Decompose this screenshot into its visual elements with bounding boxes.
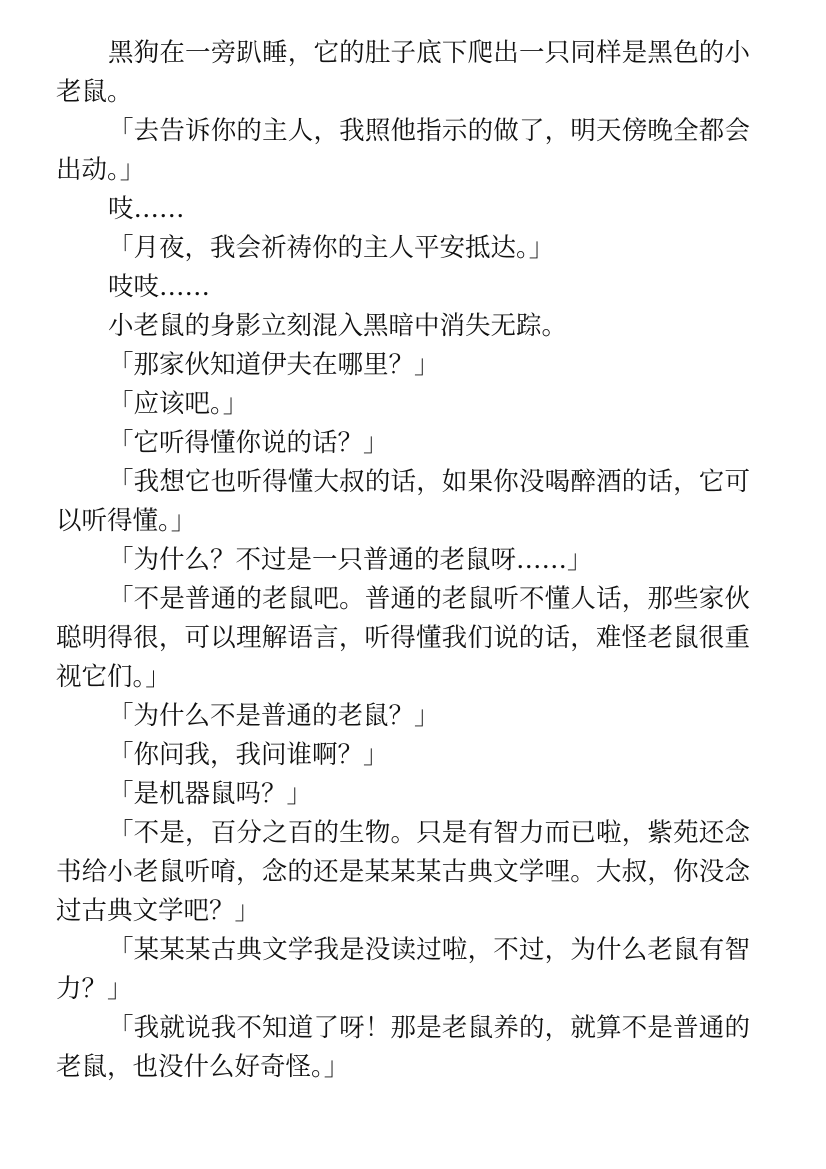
paragraph-15: 「是机器鼠吗？」 <box>108 779 313 809</box>
paragraph-2: 「去告诉你的主人，我照他指示的做了，明天傍晚全都会出动。」 <box>56 116 750 185</box>
paragraph-7: 「那家伙知道伊夫在哪里？」 <box>108 350 440 380</box>
paragraph-6: 小老鼠的身影立刻混入黑暗中消失无踪。 <box>108 311 568 341</box>
paragraph-3: 吱…… <box>108 194 185 224</box>
paragraph-16: 「不是，百分之百的生物。只是有智力而已啦，紫苑还念书给小老鼠听唷，念的还是某某某古典文学哩。大叔，你没念过古典文学吧？」 <box>56 818 750 926</box>
paragraph-9: 「它听得懂你说的话？」 <box>108 428 389 458</box>
document-page <box>56 34 750 1087</box>
paragraph-5: 吱吱…… <box>108 272 211 302</box>
paragraph-11: 「为什么？不过是一只普通的老鼠呀……」 <box>108 545 593 575</box>
paragraph-10: 「我想它也听得懂大叔的话，如果你没喝醉酒的话，它可以听得懂。」 <box>56 467 750 536</box>
paragraph-12: 「不是普通的老鼠吧。普通的老鼠听不懂人话，那些家伙聪明得很，可以理解语言，听得懂我们说的话，难怪老鼠很重视它们。」 <box>56 584 750 692</box>
paragraph-4: 「月夜，我会祈祷你的主人平安抵达。」 <box>108 233 555 263</box>
paragraph-13: 「为什么不是普通的老鼠？」 <box>108 701 440 731</box>
paragraph-8: 「应该吧。」 <box>108 389 249 419</box>
paragraph-14: 「你问我，我问谁啊？」 <box>108 740 389 770</box>
paragraph-18: 「我就说我不知道了呀！那是老鼠养的，就算不是普通的老鼠，也没什么好奇怪。」 <box>56 1013 750 1082</box>
paragraph-1: 黑狗在一旁趴睡，它的肚子底下爬出一只同样是黑色的小老鼠。 <box>56 38 750 107</box>
paragraph-17: 「某某某古典文学我是没读过啦，不过，为什么老鼠有智力？」 <box>56 935 750 1004</box>
